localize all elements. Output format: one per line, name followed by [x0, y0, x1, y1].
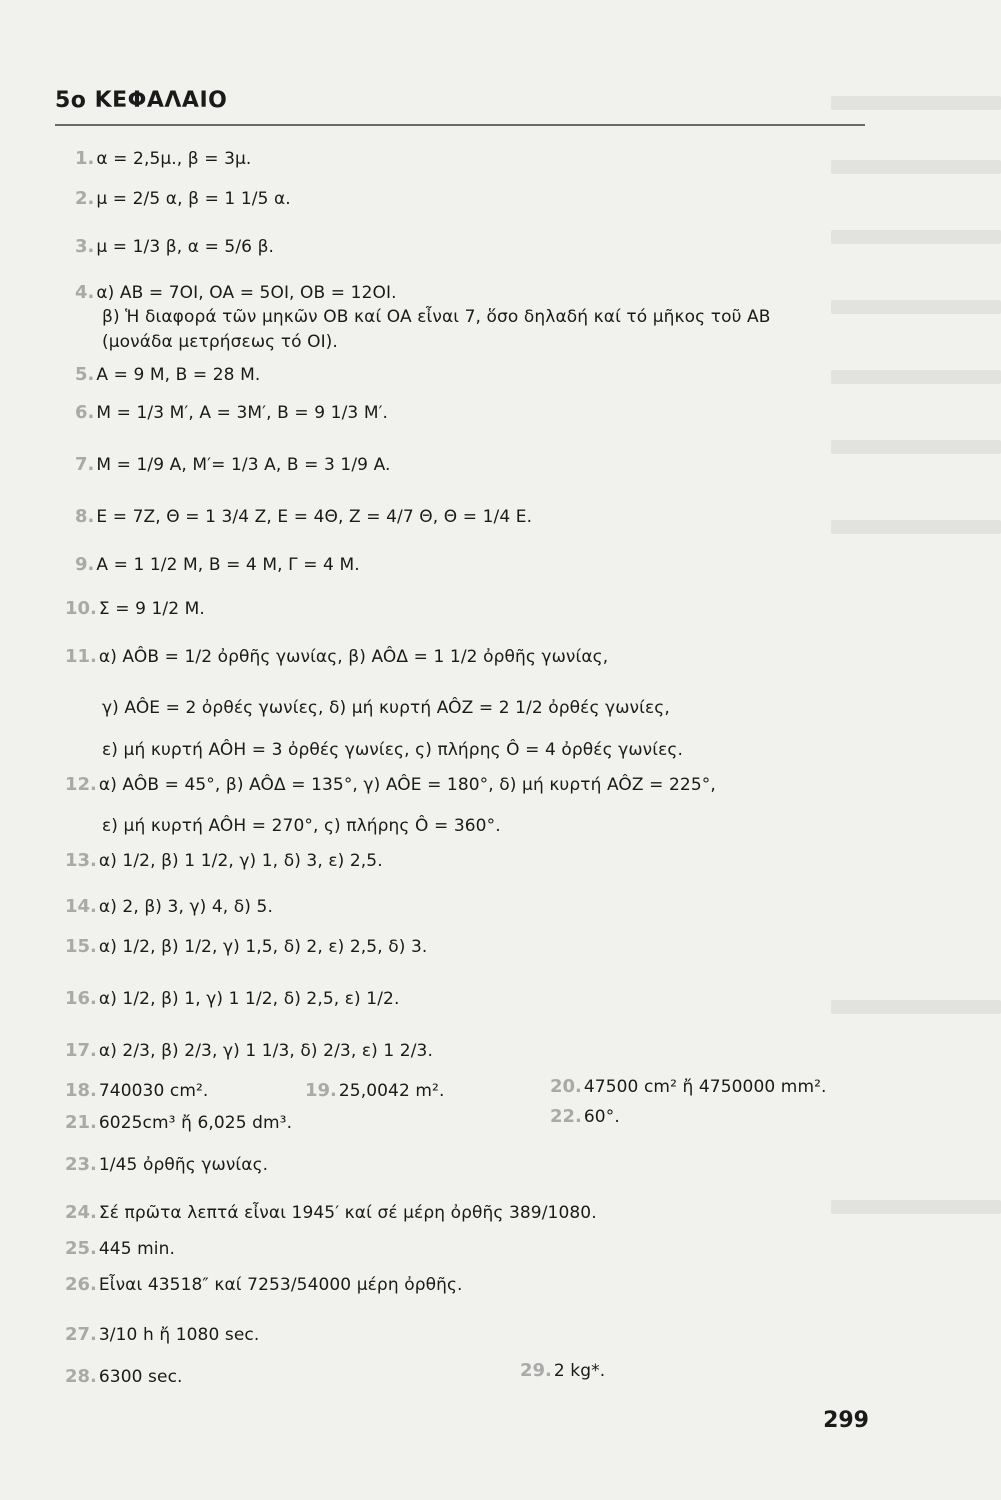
answer-line: 17. α) 2/3, β) 2/3, γ) 1 1/3, δ) 2/3, ε) 1 2/3. [65, 1040, 433, 1061]
bleed-through [831, 1200, 1001, 1214]
answer-line: 2. μ = 2/5 α, β = 1 1/5 α. [75, 188, 291, 209]
answer-line: 6. M = 1/3 M′, A = 3M′, B = 9 1/3 M′. [75, 402, 389, 423]
answer-line: 27. 3/10 h ἤ 1080 sec. [65, 1324, 260, 1345]
answer-line: 3. μ = 1/3 β, α = 5/6 β. [75, 236, 275, 257]
answer-line: 4. α) AB = 7OI, OA = 5OI, OB = 12OI. [75, 282, 397, 303]
answer-line: 26. Εἶναι 43518″ καί 7253/54000 μέρη ὀρθῆς. [65, 1274, 463, 1295]
bleed-through [831, 1000, 1001, 1014]
answer-line: 29. 2 kg*. [520, 1360, 606, 1381]
answer-line: 24. Σέ πρῶτα λεπτά εἶναι 1945′ καί σέ μέρη ὀρθῆς 389/1080. [65, 1202, 597, 1223]
answer-line: 1. α = 2,5μ., β = 3μ. [75, 148, 252, 169]
answer-line: 28. 6300 sec. [65, 1366, 183, 1387]
answer-line: 23. 1/45 ὀρθῆς γωνίας. [65, 1154, 269, 1175]
answer-line: 11. α) AÔB = 1/2 ὀρθῆς γωνίας, β) AÔΔ = 1 1/2 ὀρθῆς γωνίας, [65, 646, 609, 667]
answer-line: 14. α) 2, β) 3, γ) 4, δ) 5. [65, 896, 273, 917]
answer-line: 5. A = 9 M, B = 28 M. [75, 364, 261, 385]
page-number: 299 [823, 1408, 869, 1433]
answer-line: 13. α) 1/2, β) 1 1/2, γ) 1, δ) 3, ε) 2,5. [65, 850, 383, 871]
answer-line: 15. α) 1/2, β) 1/2, γ) 1,5, δ) 2, ε) 2,5, δ) 3. [65, 936, 428, 957]
bleed-through [831, 160, 1001, 174]
answer-line: 21. 6025cm³ ἤ 6,025 dm³. [65, 1112, 293, 1133]
answer-line: (μονάδα μετρήσεως τό OI). [102, 332, 338, 352]
bleed-through [831, 230, 1001, 244]
bleed-through [831, 520, 1001, 534]
answer-line: 25. 445 min. [65, 1238, 176, 1259]
answer-line: β) Ἡ διαφορά τῶν μηκῶν OB καί OA εἶναι 7, ὅσο δηλαδή καί τό μῆκος τοῦ AB [102, 307, 771, 327]
bleed-through [831, 96, 1001, 110]
answer-line: ε) μή κυρτή AÔH = 3 ὀρθές γωνίες, ς) πλήρης Ô = 4 ὀρθές γωνίες. [102, 740, 683, 760]
answer-line: ε) μή κυρτή AÔH = 270°, ς) πλήρης Ô = 360°. [102, 816, 501, 836]
answer-line: 12. α) AÔB = 45°, β) AÔΔ = 135°, γ) AÔE = 180°, δ) μή κυρτή AÔZ = 225°, [65, 774, 716, 795]
answer-line: 7. M = 1/9 A, M′= 1/3 A, B = 3 1/9 A. [75, 454, 391, 475]
answer-line: 20. 47500 cm² ἤ 4750000 mm². [550, 1076, 827, 1097]
answer-line: 18. 740030 cm². [65, 1080, 209, 1101]
answer-line: 8. E = 7Z, Θ = 1 3/4 Z, E = 4Θ, Z = 4/7 Θ, Θ = 1/4 E. [75, 506, 533, 527]
header-rule [55, 124, 865, 126]
bleed-through [831, 370, 1001, 384]
bleed-through [831, 440, 1001, 454]
answer-line: γ) AÔE = 2 ὀρθές γωνίες, δ) μή κυρτή AÔZ = 2 1/2 ὀρθές γωνίες, [102, 698, 670, 718]
chapter-title: 5ο ΚΕΦΑΛΑΙΟ [55, 88, 228, 113]
answer-line: 22. 60°. [550, 1106, 620, 1127]
answer-line: 19. 25,0042 m². [305, 1080, 445, 1101]
answer-line: 9. A = 1 1/2 M, B = 4 M, Γ = 4 M. [75, 554, 360, 575]
answer-line: 10. Σ = 9 1/2 M. [65, 598, 205, 619]
bleed-through [831, 300, 1001, 314]
answer-line: 16. α) 1/2, β) 1, γ) 1 1/2, δ) 2,5, ε) 1/2. [65, 988, 400, 1009]
